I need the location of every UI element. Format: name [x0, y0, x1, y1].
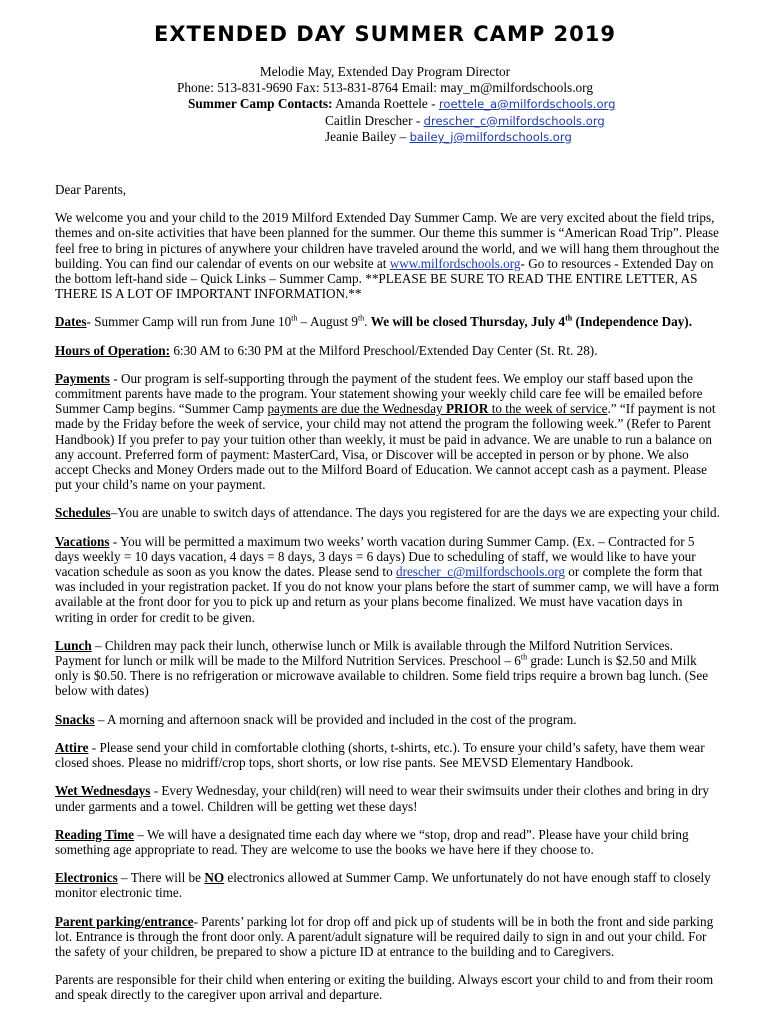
section-heading: Reading Time: [55, 826, 135, 842]
lunch-text: – Children may pack their lunch, otherwise lunch or Milk is available through the Milford Nutrition Services. Payment for lunch or milk will be made to the Milford Nutrition Services. Preschool – 6: [55, 637, 673, 669]
dates-text: .: [364, 314, 371, 330]
dates-text: – August 9: [297, 314, 358, 330]
contact-name: Jeanie Bailey –: [325, 129, 407, 144]
electronics-text: – There will be: [117, 870, 205, 886]
intro-text: We welcome you and your child to the 2019 Milford Extended Day Summer Camp. We are very excited about the field trips, themes and on-site activities that have been planned for the summer. Our theme this summer is “American Road Trip”. Please feel free to bring in pictures of anywhere your children have traveled around the world, and we will hang them throughout the building. You can find our calendar of events on our website at: [55, 210, 720, 271]
contact-email-link[interactable]: bailey_j@milfordschools.org: [409, 130, 572, 144]
superscript: th: [520, 652, 528, 662]
electronics-no: NO: [204, 870, 225, 886]
dates-paragraph: [55, 314, 720, 329]
section-heading: Payments: [55, 370, 110, 386]
letterhead: [0, 64, 770, 95]
contacts-block: [188, 96, 615, 146]
contacts-label: Summer Camp Contacts:: [188, 96, 333, 111]
attire-text: - Please send your child in comfortable clothing (shorts, t-shirts, etc.). To ensure your child’s safety, have them wear closed shoes. Please no midriff/crop tops, short shorts, or low rise pants. See MEVSD Elementary Handbook.: [55, 739, 705, 771]
closed-notice: We will be closed Thursday, July 4: [370, 314, 566, 330]
schedules-paragraph: [55, 505, 720, 520]
snacks-text: – A morning and afternoon snack will be provided and included in the cost of the program.: [94, 711, 577, 727]
section-heading: Parent parking/entrance: [55, 913, 194, 929]
intro-text: - Go to resources - Extended Day on the bottom left-hand side – Quick Links – Summer Camp. **PLEASE BE SURE TO READ THE ENTIRE LETTER, AS THERE IS A LOT OF IMPORTANT INFORMATION.**: [55, 255, 714, 302]
letter-body: [55, 182, 720, 1016]
schedules-text: –You are unable to switch days of attendance. The days you registered for are the days we are expecting your child.: [110, 505, 720, 521]
dates-text: - Summer Camp will run from June 10: [86, 314, 292, 330]
parking-paragraph: [55, 914, 720, 960]
hours-paragraph: [55, 343, 720, 358]
electronics-text: electronics allowed at Summer Camp. We unfortunately do not have enough staff to closely monitor electronic time.: [55, 870, 711, 901]
superscript: th: [291, 314, 298, 324]
payments-text: .” “If payment is not made by the Friday before the week of service, your child may not attend the program the following week.” (Refer to Parent Handbook) If you prefer to pay your tuition other than weekly, it must be paid in advance. We are unable to run a balance on any account. Preferred form of payment: MasterCard, Visa, or Discover will be accepted in person or by phone. We also accept Checks and Money Orders made out to the Milford Board of Education. We cannot accept cash as a payment. Please put your child’s name on your payment.: [55, 401, 716, 493]
parking-text: - Parents’ parking lot for drop off and pick up of students will be in both the front and side parking lot. Entrance is through the front door only. A parent/adult signature will be required daily to sign in and out your child. For the safety of your children, be prepared to show a picture ID at entrance to the building and to Caregivers.: [55, 913, 714, 959]
section-heading: Electronics: [55, 870, 118, 886]
contact-name: Amanda Roettele -: [335, 96, 436, 111]
section-heading: Dates: [55, 314, 87, 330]
attire-paragraph: [55, 740, 720, 770]
snacks-paragraph: [55, 712, 720, 727]
payments-underlined: payments are due the Wednesday: [267, 401, 446, 417]
payments-prior: PRIOR: [445, 401, 489, 417]
closed-notice: (Independence Day).: [572, 314, 692, 330]
hours-text: 6:30 AM to 6:30 PM at the Milford Preschool/Extended Day Center (St. Rt. 28).: [170, 342, 598, 358]
section-heading: Schedules: [55, 505, 111, 521]
section-heading: Hours of Operation:: [55, 342, 171, 358]
vacation-email-link[interactable]: drescher_c@milfordschools.org: [395, 564, 565, 580]
reading-paragraph: [55, 827, 720, 857]
director-line: Melodie May, Extended Day Program Director: [259, 64, 511, 79]
greeting: Dear Parents,: [55, 182, 127, 197]
page-title: EXTENDED DAY SUMMER CAMP 2019: [153, 22, 616, 46]
payments-text: - Our program is self-supporting through the payment of the student fees. We employ our staff based upon the commitment parents have made to the program. Your statement showing your weekly child care fee will be emailed before Summer Camp begins. “Summer Camp: [55, 370, 703, 417]
section-heading: Lunch: [55, 637, 92, 653]
contact-name: Caitlin Drescher -: [325, 112, 421, 128]
lunch-text: grade: Lunch is $2.50 and Milk only is $0.50. There is no refrigeration or microwave available to children. Some field trips require a brown bag lunch. (See below with dates): [55, 653, 709, 699]
section-heading: Wet Wednesdays: [55, 783, 151, 799]
electronics-paragraph: [55, 870, 720, 900]
superscript: th: [565, 314, 573, 324]
superscript: th: [357, 314, 365, 324]
phone-line: Phone: 513-831-9690 Fax: 513-831-8764 Email: may_m@milfordschools.org: [176, 79, 594, 95]
contact-email-link[interactable]: roettele_a@milfordschools.org: [438, 97, 616, 111]
vacations-text: or complete the form that was included in your registration packet. If you do not know your plans before the start of summer camp, we will have a form available at the front door for you to pick up and return as your plans become finalized. We must have vacation days in writing in order for credit to be given.: [55, 564, 719, 625]
website-link[interactable]: www.milfordschools.org: [389, 255, 521, 271]
section-heading: Vacations: [55, 533, 110, 549]
wet-wednesdays-paragraph: [55, 783, 720, 813]
contact-email-link[interactable]: drescher_c@milfordschools.org: [423, 113, 605, 128]
section-heading: Attire: [55, 739, 89, 755]
payments-underlined: to the week of service: [488, 401, 608, 417]
closing-paragraph: Parents are responsible for their child when entering or exiting the building. Always escort your child to and from their room and speak directly to the caregiver upon arrival and departure.: [55, 972, 714, 1003]
vacations-text: - You will be permitted a maximum two weeks’ worth vacation during Summer Camp. (Ex. – Contracted for 5 days weekly = 10 days vacation, 4 days = 8 days, 3 days = 6 days) Due to scheduling of staff, we would like to have your vacation schedule as soon as you know the dates. Please send to: [55, 533, 696, 580]
payments-paragraph: [55, 371, 720, 493]
reading-text: – We will have a designated time each day where we “stop, drop and read”. Please have your child bring something age appropriate to read. They are welcome to use the books we have here if they choose to.: [55, 826, 689, 857]
section-heading: Snacks: [55, 711, 95, 727]
lunch-paragraph: [55, 638, 720, 699]
wet-text: - Every Wednesday, your child(ren) will need to wear their swimsuits under their clothes and bring in dry under garments and a towel. Children will be getting wet these days!: [55, 783, 709, 814]
vacations-paragraph: [55, 534, 720, 625]
intro-paragraph: [55, 210, 720, 301]
